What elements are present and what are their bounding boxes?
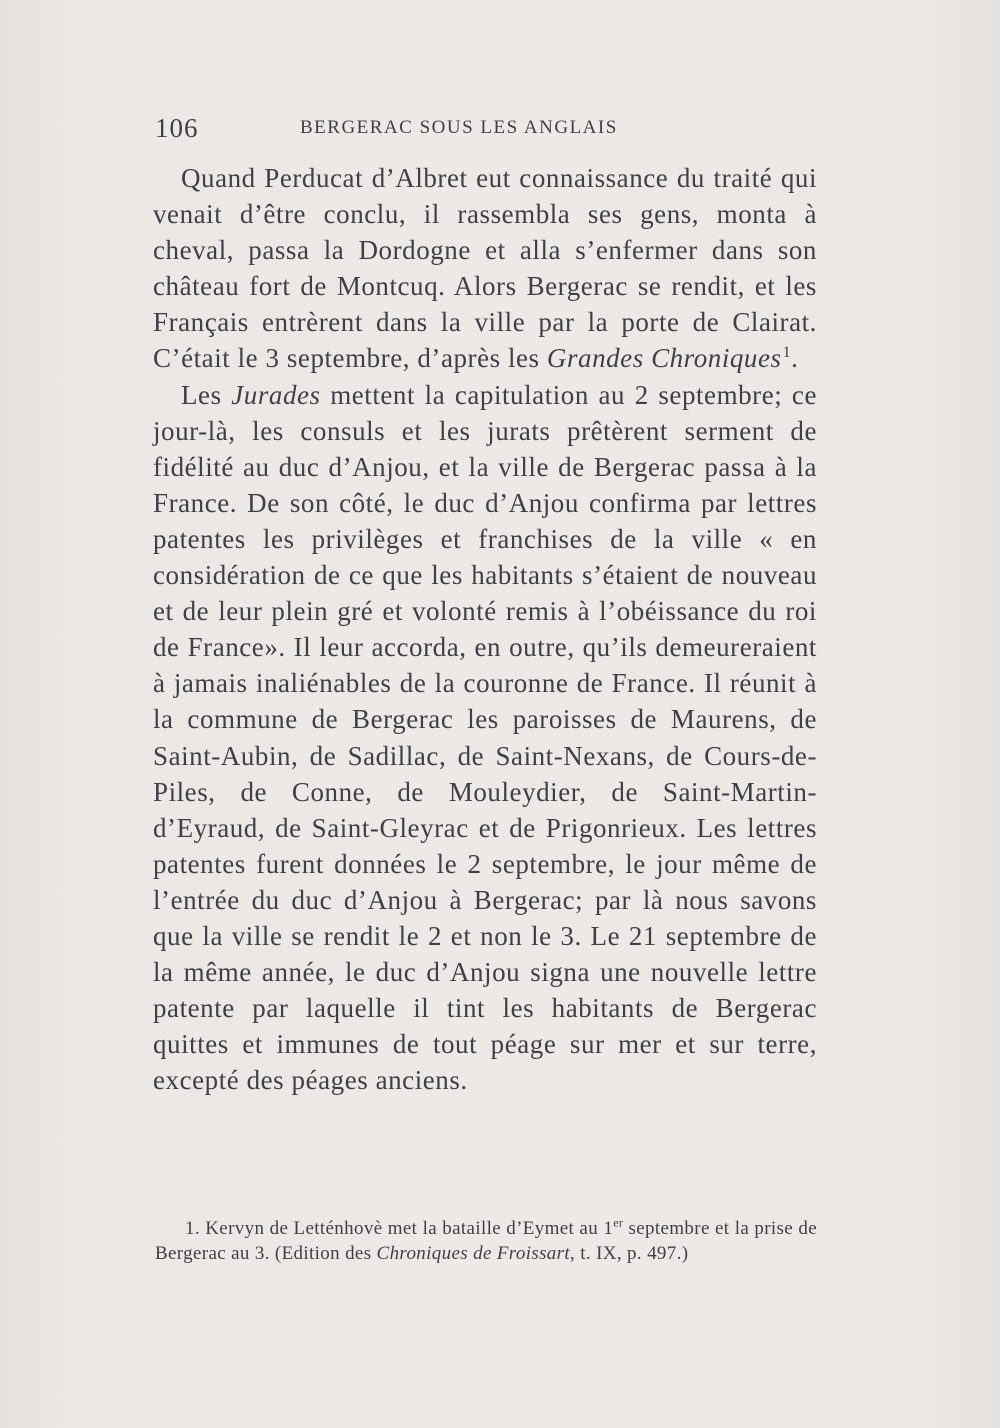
footnote-ordinal: er: [613, 1215, 624, 1230]
running-title: BERGERAC SOUS LES ANGLAIS: [300, 117, 618, 138]
paragraph-surrender-end: .: [791, 343, 799, 374]
footnote-text-end: , t. IX, p. 497.): [570, 1243, 689, 1264]
jurades-term: Jurades: [231, 379, 321, 410]
paragraph-jurades: [153, 377, 817, 1099]
footnote-text-start: Kervyn de Letténhovè met la bataille d’Eymet au 1: [199, 1218, 614, 1239]
footnote-text-middle: septembre et la prise de Bergerac au 3. (Edition des: [155, 1218, 817, 1264]
footnote-reference: 1: [782, 344, 792, 362]
running-head: [155, 113, 815, 153]
paragraph-jurades-text: mettent la capitulation au 2 septembre; ce jour-là, les consuls et les jurats prêtèrent serment de fidélité au duc d’Anjou, et la ville de Bergerac passa à la France. De son côté, le duc d’Anjou confirma par lettres patentes les privilèges et franchises de la ville « en considération de ce que les habitants s’étaient de nouveau et de leur plein gré et volonté remis à l’obéissance du roi de France». Il leur accorda, en outre, qu’ils demeureraient à jamais inaliénables de la couronne de France. Il réunit à la commune de Bergerac les paroisses de Maurens, de Saint-Aubin, de Sadillac, de Saint-Nexans, de Cours-de-Piles, de Conne, de Mouleydier, de Saint-Martin-d’Eyraud, de Saint-Gleyrac et de Prigonrieux. Les lettres patentes furent données le 2 septembre, le jour même de l’entrée du duc d’Anjou à Bergerac; par là nous savons que la ville se rendit le 2 et non le 3. Le 21 septembre de la même année, le duc d’Anjou signa une nouvelle lettre patente par laquelle il tint les habitants de Bergerac quittes et immunes de tout péage sur mer et sur terre, excepté des péages anciens.: [153, 379, 817, 1096]
paragraph-surrender: [153, 160, 817, 377]
grandes-chroniques-title: Grandes Chroniques: [546, 343, 782, 374]
paragraph-jurades-start: Les: [181, 379, 232, 410]
footnote: [155, 1216, 817, 1266]
footnote-number: 1.: [185, 1218, 200, 1239]
paragraph-surrender-text: Quand Perducat d’Albret eut connaissance du traité qui venait d’être conclu, il rassembla ses gens, monta à cheval, passa la Dordogne et alla s’enfermer dans son château fort de Montcuq. Alors Bergerac se rendit, et les Français entrèrent dans la ville par la porte de Clairat. C’était le 3 septembre, d’après les: [153, 163, 817, 374]
page-number: 106: [155, 113, 199, 143]
main-text: [153, 160, 817, 1098]
footnote-text: [155, 1216, 817, 1266]
froissart-title: Chroniques de Froissart: [376, 1243, 571, 1264]
